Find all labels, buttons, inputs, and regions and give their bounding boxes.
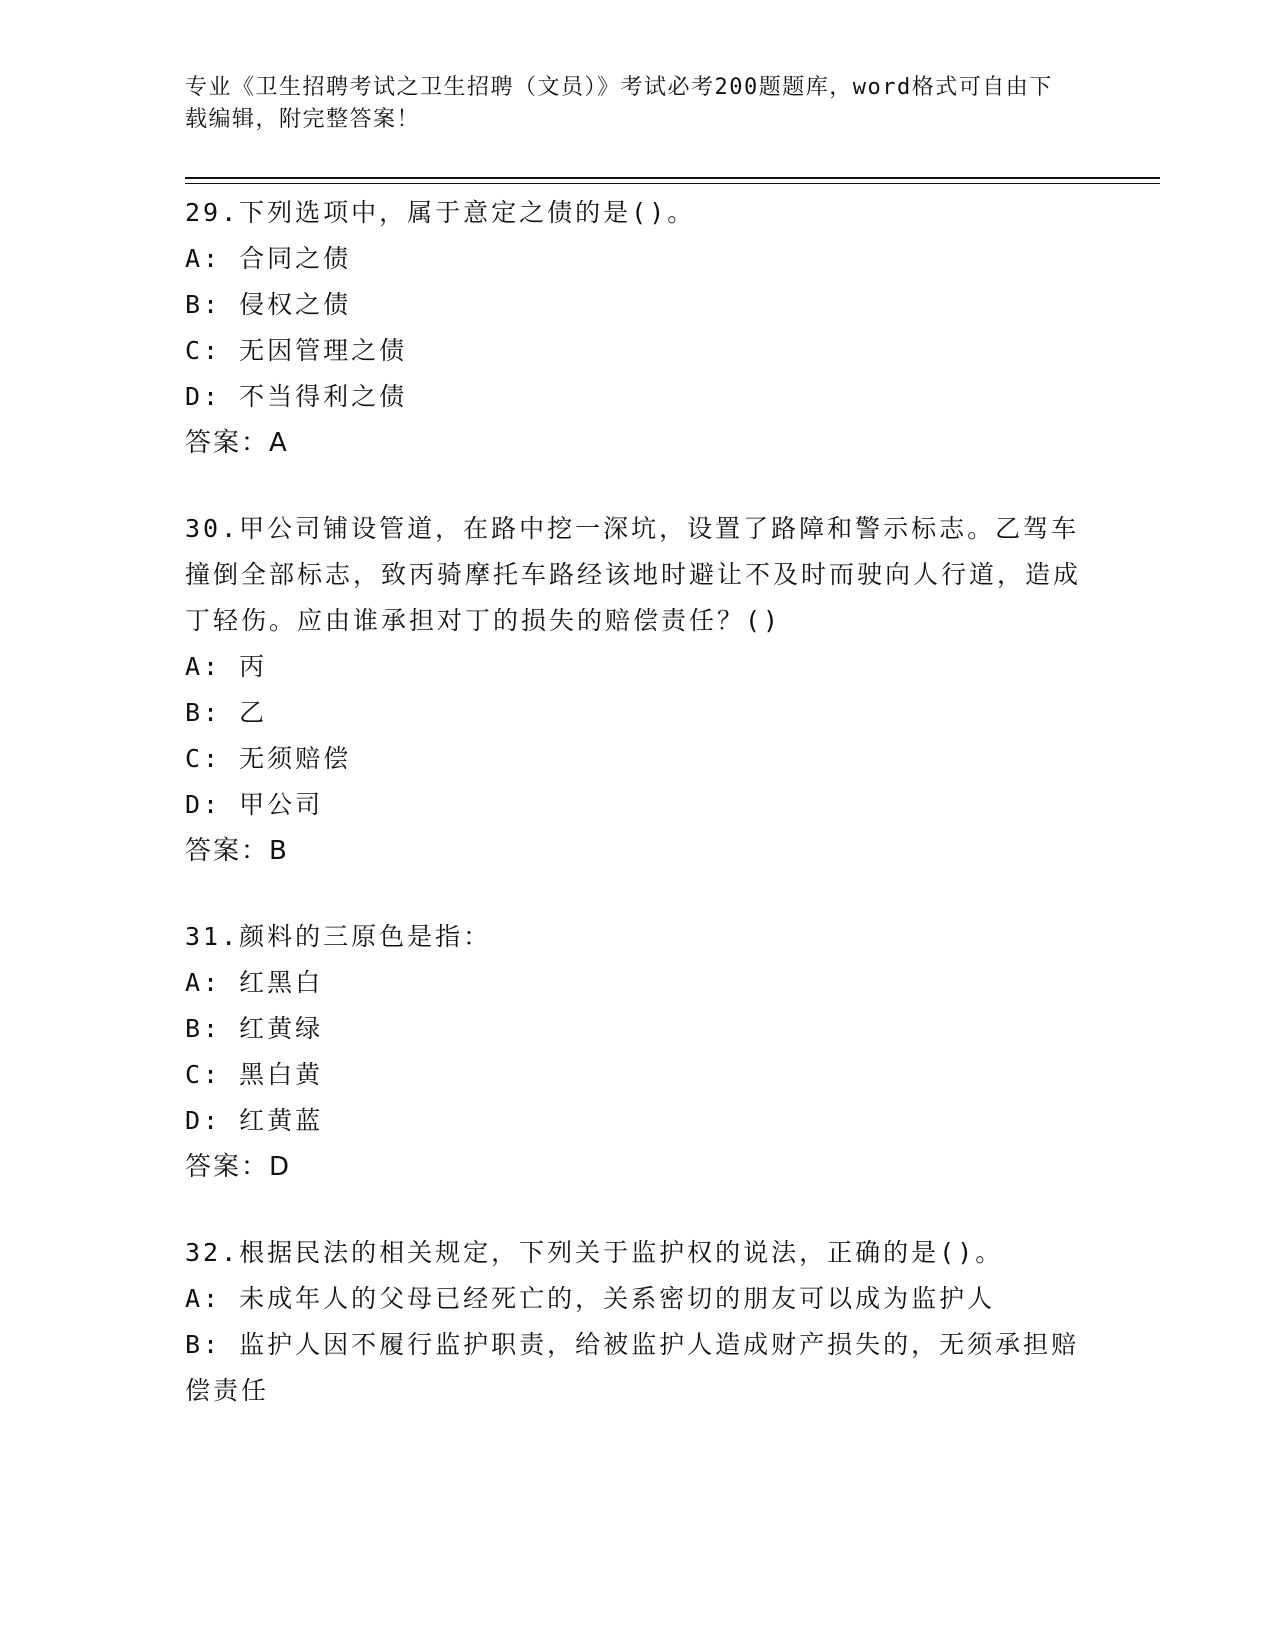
option-d: D: 甲公司 bbox=[185, 790, 324, 819]
document-header: 专业《卫生招聘考试之卫生招聘（文员）》考试必考200题题库，word格式可自由下载编辑，附完整答案！ bbox=[185, 75, 1053, 132]
answer-label: 答案：B bbox=[185, 836, 289, 866]
question-stem: 29.下列选项中，属于意定之债的是()。 bbox=[185, 198, 696, 227]
option-a: A: 未成年人的父母已经死亡的，关系密切的朋友可以成为监护人 bbox=[185, 1284, 996, 1313]
question-30 bbox=[185, 506, 1085, 874]
option-b: B: 监护人因不履行监护职责，给被监护人造成财产损失的，无须承担赔偿责任 bbox=[185, 1330, 1080, 1405]
option-a: A: 合同之债 bbox=[185, 244, 352, 273]
header-divider-thick bbox=[185, 177, 1160, 179]
question-32 bbox=[185, 1230, 1085, 1414]
option-b: B: 红黄绿 bbox=[185, 1014, 324, 1043]
question-stem: 32.根据民法的相关规定，下列关于监护权的说法，正确的是()。 bbox=[185, 1238, 1004, 1267]
answer-label: 答案：A bbox=[185, 428, 289, 458]
question-stem: 31.颜料的三原色是指： bbox=[185, 922, 492, 951]
question-31 bbox=[185, 914, 1085, 1190]
option-a: A: 红黑白 bbox=[185, 968, 324, 997]
option-a: A: 丙 bbox=[185, 652, 268, 681]
question-stem: 30.甲公司铺设管道，在路中挖一深坑，设置了路障和警示标志。乙驾车撞倒全部标志，致丙骑摩托车路经该地时避让不及时而驶向人行道，造成丁轻伤。应由谁承担对丁的损失的赔偿责任？() bbox=[185, 514, 1082, 635]
answer-label: 答案：D bbox=[185, 1152, 292, 1182]
question-list bbox=[185, 190, 1085, 1454]
option-b: B: 侵权之债 bbox=[185, 290, 352, 319]
question-29 bbox=[185, 190, 1085, 466]
header-divider-thin bbox=[185, 183, 1160, 184]
option-d: D: 不当得利之债 bbox=[185, 382, 408, 411]
option-c: C: 无须赔偿 bbox=[185, 744, 352, 773]
option-b: B: 乙 bbox=[185, 698, 268, 727]
option-d: D: 红黄蓝 bbox=[185, 1106, 324, 1135]
option-c: C: 黑白黄 bbox=[185, 1060, 324, 1089]
option-c: C: 无因管理之债 bbox=[185, 336, 408, 365]
